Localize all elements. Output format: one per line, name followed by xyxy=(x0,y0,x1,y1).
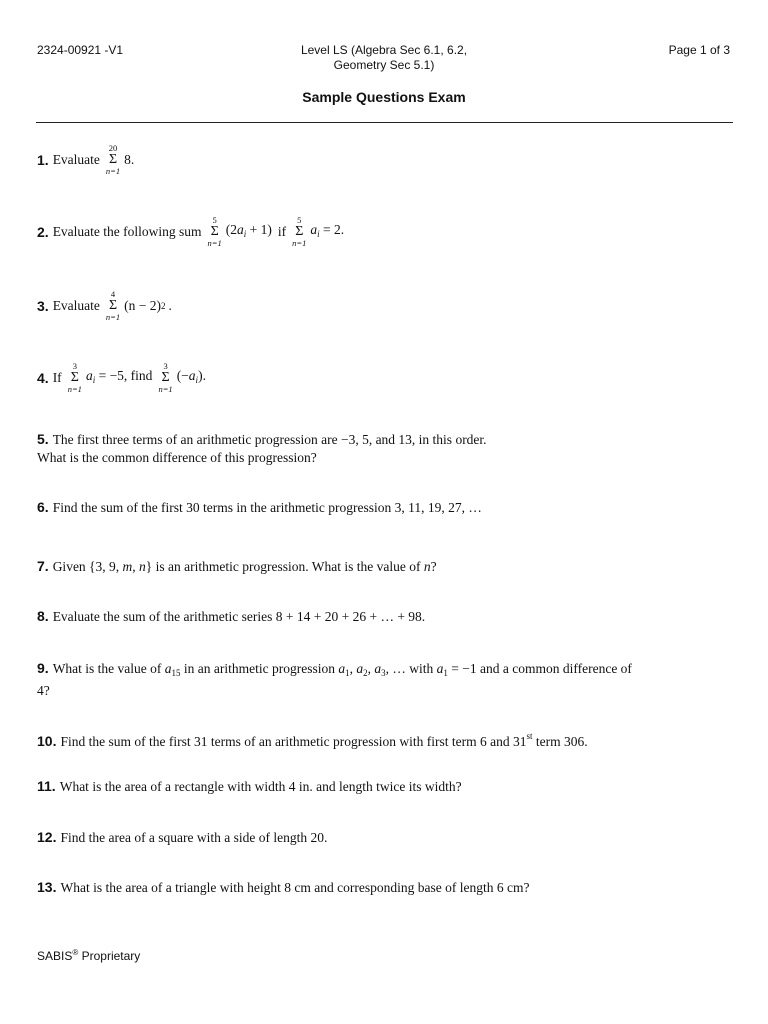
sum-upper-limit: 3 xyxy=(163,361,168,371)
question-text: Find the sum of the first 31 terms of an arithmetic progression with first term 6 and 31st term 306. xyxy=(60,731,588,749)
question-11 xyxy=(37,777,732,796)
question-text: If xyxy=(52,369,62,385)
sum-body: $(2a_i + 1)$ xyxy=(225,221,272,239)
sum-lower-limit: n=1 xyxy=(67,384,82,394)
summation-symbol xyxy=(158,361,172,394)
question-10 xyxy=(37,727,732,751)
document-code: 2324-00921 -V1 xyxy=(37,43,124,57)
question-text: Evaluate the sum of the arithmetic series 8 + 14 + 20 + 26 + … + 98. xyxy=(52,609,426,624)
question-number: 12. xyxy=(37,829,57,845)
question-3 xyxy=(37,289,732,322)
sum-body: (n − 2) xyxy=(124,297,162,313)
question-text-line-2: What is the common difference of this progression? xyxy=(37,450,317,465)
punctuation: . xyxy=(130,151,135,167)
question-number: 4. xyxy=(37,369,49,386)
condition: $a_i = -5$, find xyxy=(85,367,153,385)
question-4 xyxy=(37,361,732,394)
question-text: Evaluate xyxy=(52,151,100,167)
sigma-glyph: Σ xyxy=(108,298,118,313)
question-text: Find the sum of the first 30 terms in the arithmetic progression 3, 11, 19, 27, … xyxy=(52,500,482,515)
question-text: Given {3, 9, m, n} is an arithmetic progression. What is the value of n? xyxy=(52,559,437,574)
sum-upper-limit: 20 xyxy=(108,143,118,153)
summation-symbol xyxy=(106,289,120,322)
question-number: 5. xyxy=(37,431,49,447)
question-number: 7. xyxy=(37,558,49,574)
sum-upper-limit: 5 xyxy=(212,215,217,225)
question-number: 10. xyxy=(37,733,57,749)
question-7 xyxy=(37,557,732,576)
level-info xyxy=(234,43,534,73)
level-line-1: Level LS (Algebra Sec 6.1, 6.2, xyxy=(300,43,468,57)
sum-lower-limit: n=1 xyxy=(292,238,307,248)
sum-upper-limit: 5 xyxy=(297,215,302,225)
question-5 xyxy=(37,430,732,467)
question-text: What is the area of a rectangle with width 4 in. and length twice its width? xyxy=(59,779,462,794)
punctuation: . xyxy=(168,297,172,313)
question-8 xyxy=(37,607,732,626)
sum-lower-limit: n=1 xyxy=(105,312,121,322)
sum-lower-limit: n=1 xyxy=(158,384,173,394)
question-number: 9. xyxy=(37,660,49,676)
sum-lower-limit: n=1 xyxy=(207,238,222,248)
question-number: 2. xyxy=(37,223,49,240)
sigma-glyph: Σ xyxy=(210,224,219,239)
question-text: Evaluate the following sum xyxy=(52,223,202,239)
question-number: 3. xyxy=(37,297,49,314)
summation-symbol xyxy=(292,215,306,248)
exponent: 2 xyxy=(161,300,166,311)
question-9 xyxy=(37,659,732,700)
sigma-glyph: Σ xyxy=(70,370,79,385)
page-indicator: Page 1 of 3 xyxy=(668,43,730,57)
sum-upper-limit: 4 xyxy=(110,289,116,299)
sum-body: 8 xyxy=(124,151,131,167)
summation-symbol xyxy=(208,215,222,248)
question-text-line-1: The first three terms of an arithmetic progression are −3, 5, and 13, in this order. xyxy=(52,432,487,447)
sum-upper-limit: 3 xyxy=(72,361,77,371)
question-13 xyxy=(37,878,732,897)
question-6 xyxy=(37,498,732,517)
sigma-glyph: Σ xyxy=(295,224,304,239)
summation-symbol xyxy=(68,361,82,394)
question-text: What is the value of $a_{15}$ in an arithmetic progression $a_1$, $a_2$, $a_3$, … with $a_1 = -1$ and a common difference of xyxy=(52,661,632,678)
footer-proprietary: SABIS® Proprietary xyxy=(37,948,141,963)
question-number: 1. xyxy=(37,151,49,168)
question-number: 6. xyxy=(37,499,49,515)
sum-lower-limit: n=1 xyxy=(105,166,121,176)
page-title: Sample Questions Exam xyxy=(302,89,466,105)
sigma-glyph: Σ xyxy=(161,370,170,385)
question-2 xyxy=(37,215,732,248)
header-divider xyxy=(36,122,733,123)
question-text: What is the area of a triangle with height 8 cm and corresponding base of length 6 cm? xyxy=(60,880,530,895)
question-text: Evaluate xyxy=(52,297,100,313)
question-number: 11. xyxy=(37,778,56,794)
question-1 xyxy=(37,143,732,176)
question-number: 13. xyxy=(37,879,57,895)
sigma-glyph: Σ xyxy=(108,152,118,167)
question-text-line-2: 4? xyxy=(37,683,50,698)
condition: $a_i = 2$. xyxy=(310,221,345,239)
question-text: Find the area of a square with a side of length 20. xyxy=(60,830,328,845)
question-12 xyxy=(37,828,732,847)
question-number: 8. xyxy=(37,608,49,624)
level-line-2: Geometry Sec 5.1) xyxy=(333,58,435,72)
sum-body: $(-a_i)$. xyxy=(176,367,206,385)
summation-symbol xyxy=(106,143,120,176)
if-word: if xyxy=(277,223,287,239)
